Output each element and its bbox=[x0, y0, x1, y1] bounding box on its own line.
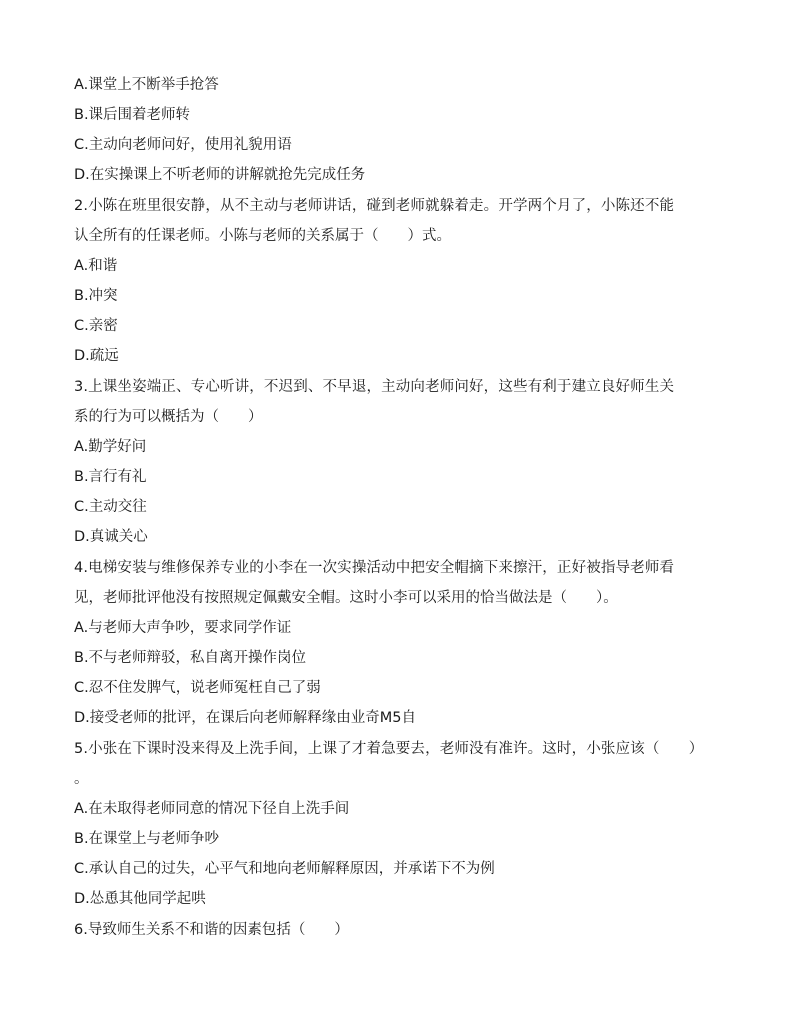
option-text: C.亲密 bbox=[74, 318, 118, 334]
question-text: 。 bbox=[74, 771, 89, 787]
option-text: C.主动交往 bbox=[74, 499, 147, 515]
option-text: A.在未取得老师同意的情况下径自上洗手间 bbox=[74, 801, 350, 817]
option-text: D.疏远 bbox=[74, 348, 119, 364]
question-text: 见，老师批评他没有按照规定佩戴安全帽。这时小李可以采用的恰当做法是（ ）。 bbox=[74, 590, 618, 606]
question-text: 5.小张在下课时没来得及上洗手间，上课了才着急要去，老师没有准许。这时，小张应该（ ） bbox=[74, 741, 704, 757]
question-text: 6.导致师生关系不和谐的因素包括（ ） bbox=[74, 922, 349, 938]
option-text: D.接受老师的批评，在课后向老师解释缘由业奇M5自 bbox=[74, 710, 417, 726]
option-text: B.冲突 bbox=[74, 288, 118, 304]
option-text: B.课后围着老师转 bbox=[74, 107, 191, 123]
question-text: 系的行为可以概括为（ ） bbox=[74, 409, 263, 425]
option-text: B.在课堂上与老师争吵 bbox=[74, 831, 220, 847]
option-text: B.不与老师辩驳，私自离开操作岗位 bbox=[74, 650, 307, 666]
question-text: 认全所有的任课老师。小陈与老师的关系属于（ ）式。 bbox=[74, 228, 451, 244]
option-text: D.在实操课上不听老师的讲解就抢先完成任务 bbox=[74, 167, 366, 183]
option-text: C.承认自己的过失，心平气和地向老师解释原因，并承诺下不为例 bbox=[74, 861, 495, 877]
option-text: A.与老师大声争吵，要求同学作证 bbox=[74, 620, 292, 636]
option-text: B.言行有礼 bbox=[74, 469, 147, 485]
option-text: A.和谐 bbox=[74, 258, 118, 274]
option-text: C.忍不住发脾气，说老师冤枉自己了弱 bbox=[74, 680, 321, 696]
question-text: 4.电梯安装与维修保养专业的小李在一次实操活动中把安全帽摘下来擦汗，正好被指导老师看 bbox=[74, 560, 675, 576]
option-text: A.课堂上不断举手抢答 bbox=[74, 77, 219, 93]
option-text: A.勤学好问 bbox=[74, 439, 147, 455]
question-text: 2.小陈在班里很安静，从不主动与老师讲话，碰到老师就躲着走。开学两个月了，小陈还不能 bbox=[74, 198, 675, 214]
option-text: D.真诚关心 bbox=[74, 529, 148, 545]
option-text: D.怂恿其他同学起哄 bbox=[74, 891, 206, 907]
question-text: 3.上课坐姿端正、专心听讲，不迟到、不早退，主动向老师问好，这些有利于建立良好师生关 bbox=[74, 379, 675, 395]
option-text: C.主动向老师问好，使用礼貌用语 bbox=[74, 137, 292, 153]
